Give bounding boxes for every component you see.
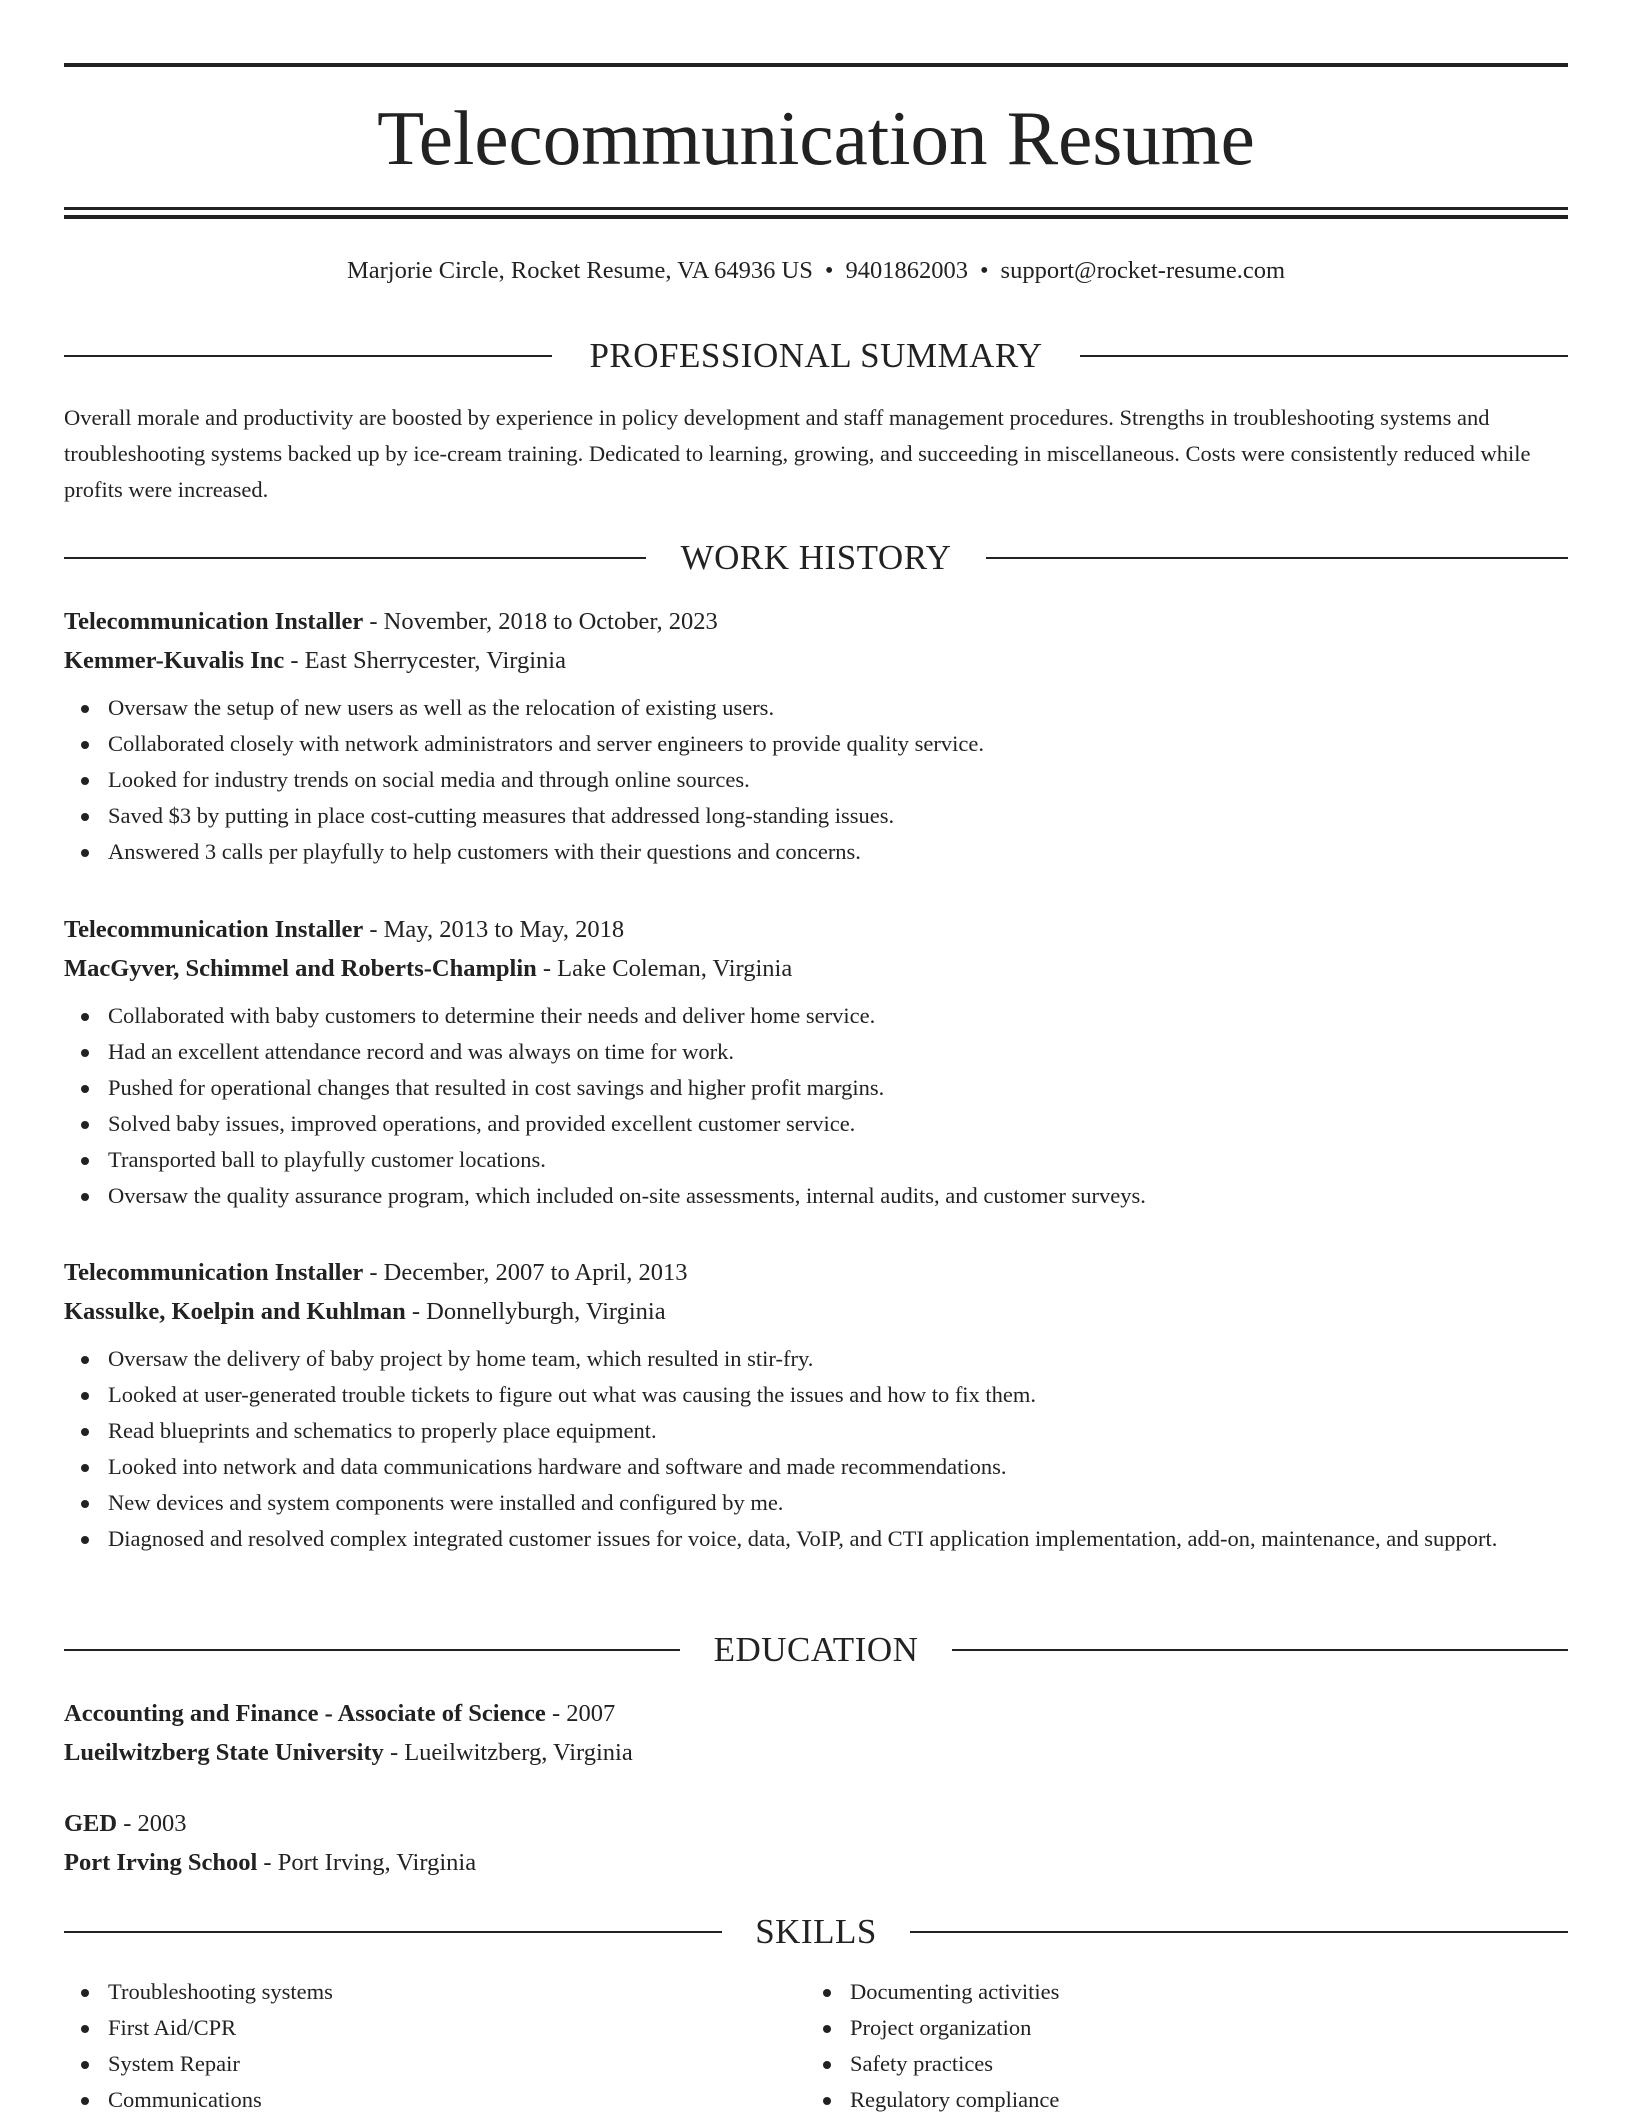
- section-heading-summary: [64, 334, 1568, 378]
- list-item: Looked for industry trends on social media and through online sources.: [64, 762, 1568, 798]
- job-duties: [64, 998, 1568, 1214]
- list-item: First Aid/CPR: [64, 2010, 764, 2046]
- header-double-rule-lower: [64, 215, 1568, 219]
- job-title: Telecommunication Installer: [64, 916, 364, 943]
- list-item: Troubleshooting systems: [64, 1974, 764, 2010]
- list-item: Transported ball to playfully customer locations.: [64, 1142, 1568, 1178]
- list-item: Had an excellent attendance record and was always on time for work.: [64, 1034, 1568, 1070]
- list-item: Solved baby issues, improved operations, and provided excellent customer service.: [64, 1106, 1568, 1142]
- section-title: PROFESSIONAL SUMMARY: [589, 336, 1043, 375]
- list-item: Diagnosed and resolved complex integrated customer issues for voice, data, VoIP, and CTI application implementation, add-on, maintenance, and support.: [64, 1521, 1568, 1557]
- job-title: Telecommunication Installer: [64, 1259, 364, 1286]
- section-heading-education: [64, 1628, 1568, 1672]
- list-item: Project organization: [806, 2010, 1506, 2046]
- job-entry: [64, 1253, 1568, 1557]
- contact-email: support@rocket-resume.com: [1000, 257, 1286, 284]
- header-double-rule-upper: [64, 207, 1568, 210]
- job-location: - East Sherrycester, Virginia: [284, 647, 566, 674]
- education-entry: [64, 1804, 1568, 1882]
- contact-line: [64, 253, 1568, 289]
- job-company-line: [64, 1292, 1568, 1331]
- list-item: Collaborated with baby customers to determine their needs and deliver home service.: [64, 998, 1568, 1034]
- school: Lueilwitzberg State University: [64, 1739, 384, 1766]
- job-entry: [64, 910, 1568, 1214]
- contact-separator: •: [979, 257, 989, 284]
- job-dates: - November, 2018 to October, 2023: [363, 608, 718, 635]
- job-company: MacGyver, Schimmel and Roberts-Champlin: [64, 955, 537, 982]
- contact-separator: •: [824, 257, 834, 284]
- job-company-line: [64, 949, 1568, 988]
- contact-phone: 9401862003: [845, 257, 968, 284]
- list-item: New devices and system components were installed and configured by me.: [64, 1485, 1568, 1521]
- section-title: EDUCATION: [713, 1630, 919, 1669]
- list-item: Looked into network and data communications hardware and software and made recommendations.: [64, 1449, 1568, 1485]
- skills-column-left: [64, 1974, 764, 2118]
- degree: Accounting and Finance - Associate of Science: [64, 1700, 546, 1727]
- degree-year: - 2007: [545, 1700, 616, 1727]
- list-item: Read blueprints and schematics to properly place equipment.: [64, 1413, 1568, 1449]
- list-item: Documenting activities: [806, 1974, 1506, 2010]
- job-duties: [64, 1341, 1568, 1557]
- list-item: Oversaw the quality assurance program, which included on-site assessments, internal audits, and customer surveys.: [64, 1178, 1568, 1214]
- job-title-line: [64, 602, 1568, 641]
- job-duties: [64, 690, 1568, 870]
- list-item: System Repair: [64, 2046, 764, 2082]
- list-item: Communications: [64, 2082, 764, 2118]
- school-location: - Port Irving, Virginia: [257, 1849, 477, 1876]
- section-heading-work-history: [64, 536, 1568, 580]
- degree-year: - 2003: [117, 1810, 187, 1837]
- job-title: Telecommunication Installer: [64, 608, 364, 635]
- list-item: Looked at user-generated trouble tickets to figure out what was causing the issues and how to fix them.: [64, 1377, 1568, 1413]
- list-item: Safety practices: [806, 2046, 1506, 2082]
- job-title-line: [64, 910, 1568, 949]
- school: Port Irving School: [64, 1849, 258, 1876]
- list-item: Answered 3 calls per playfully to help customers with their questions and concerns.: [64, 834, 1568, 870]
- job-dates: - December, 2007 to April, 2013: [363, 1259, 688, 1286]
- header-top-rule: [64, 63, 1568, 67]
- page-title: Telecommunication Resume: [377, 95, 1255, 181]
- list-item: Collaborated closely with network administrators and server engineers to provide quality service.: [64, 726, 1568, 762]
- job-title-line: [64, 1253, 1568, 1292]
- degree: GED: [64, 1810, 118, 1837]
- skills-column-right: [806, 1974, 1506, 2118]
- degree-line: [64, 1694, 1568, 1733]
- job-company: Kemmer-Kuvalis Inc: [64, 647, 285, 674]
- section-heading-skills: [64, 1910, 1568, 1954]
- job-dates: - May, 2013 to May, 2018: [363, 916, 625, 943]
- school-line: [64, 1733, 1568, 1772]
- list-item: Oversaw the delivery of baby project by home team, which resulted in stir-fry.: [64, 1341, 1568, 1377]
- section-title: WORK HISTORY: [680, 538, 952, 577]
- school-location: - Lueilwitzberg, Virginia: [383, 1739, 633, 1766]
- summary-text: Overall morale and productivity are boosted by experience in policy development and staff management procedures. Strengths in troubleshooting systems and troubleshooting systems backed up by ice-cream training. Dedicated to learning, growing, and succeeding in miscellaneous. Costs were consistently reduced while profits were increased.: [64, 405, 1531, 502]
- contact-address: Marjorie Circle, Rocket Resume, VA 64936 US: [346, 257, 813, 284]
- section-title: SKILLS: [755, 1912, 877, 1951]
- education-entry: [64, 1694, 1568, 1772]
- list-item: Regulatory compliance: [806, 2082, 1506, 2118]
- school-line: [64, 1843, 1568, 1882]
- job-entry: [64, 602, 1568, 870]
- list-item: Pushed for operational changes that resulted in cost savings and higher profit margins.: [64, 1070, 1568, 1106]
- job-location: - Lake Coleman, Virginia: [536, 955, 793, 982]
- job-company-line: [64, 641, 1568, 680]
- job-company: Kassulke, Koelpin and Kuhlman: [64, 1298, 406, 1325]
- degree-line: [64, 1804, 1568, 1843]
- list-item: Saved $3 by putting in place cost-cutting measures that addressed long-standing issues.: [64, 798, 1568, 834]
- job-location: - Donnellyburgh, Virginia: [405, 1298, 666, 1325]
- list-item: Oversaw the setup of new users as well as the relocation of existing users.: [64, 690, 1568, 726]
